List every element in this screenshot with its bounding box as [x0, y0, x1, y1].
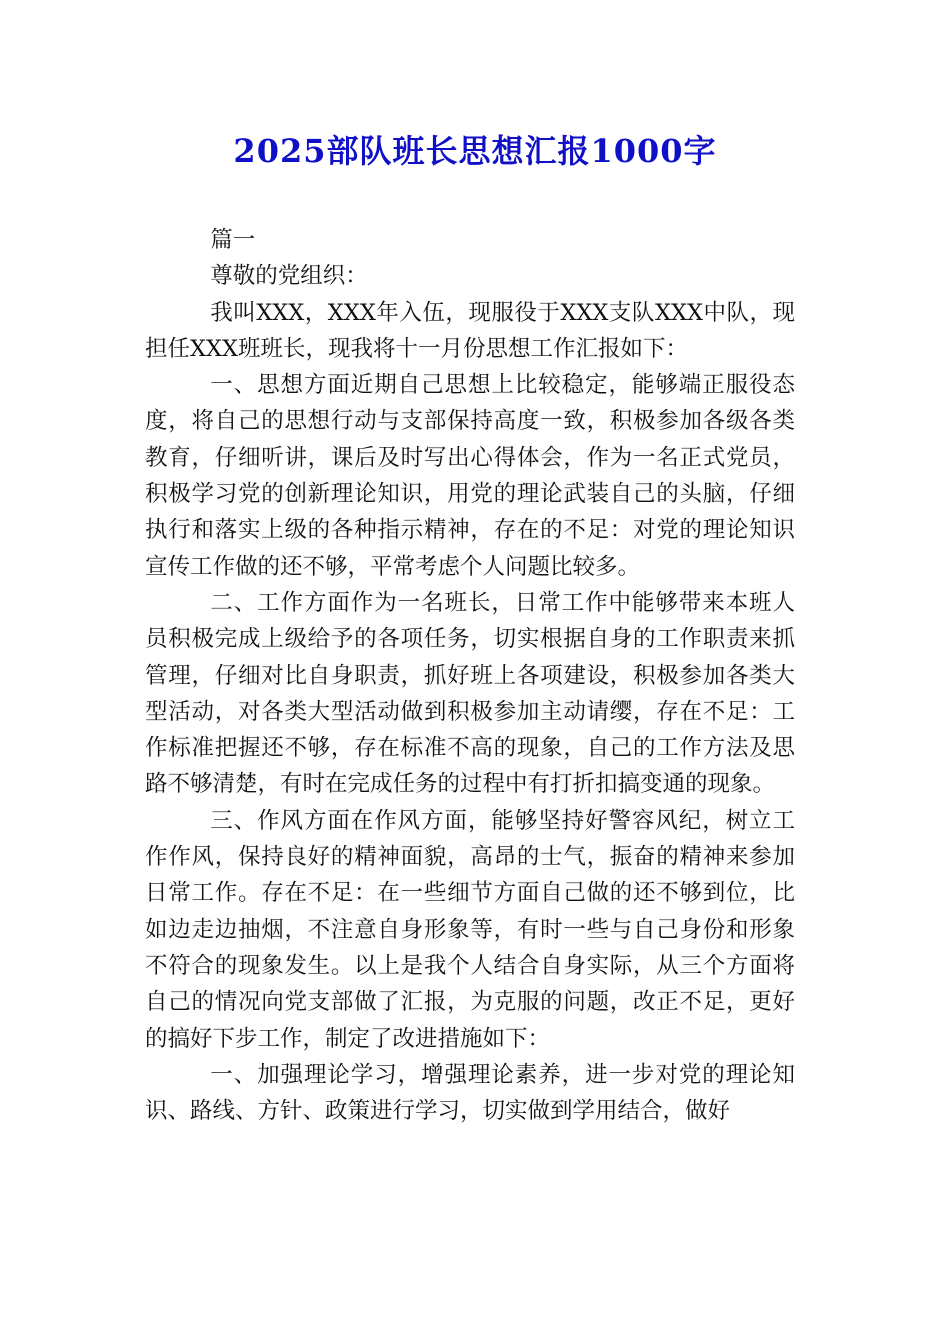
document-title: 2025部队班长思想汇报1000字 [233, 132, 717, 170]
style-paragraph: 三、作风方面在作风方面，能够坚持好警容风纪，树立工作作风，保持良好的精神面貌，高昂的士气，振奋的精神来参加日常工作。存在不足：在一些细节方面自己做的还不够到位，比如边走边抽烟，不注意自身形象等，有时一些与自己身份和形象不符合的现象发生。以上是我个人结合自身实际，从三个方面将自己的情况向党支部做了汇报，为克服的问题，改正不足，更好的搞好下步工作，制定了改进措施如下： [145, 807, 795, 1052]
measure-paragraph: 一、加强理论学习，增强理论素养，进一步对党的理论知识、路线、方针、政策进行学习，切实做到学用结合，做好 [145, 1061, 795, 1125]
intro-paragraph: 我叫XXX，XXX年入伍，现服役于XXX支队XXX中队，现担任XXX班班长，现我将十一月份思想工作汇报如下： [145, 299, 795, 362]
salutation: 尊敬的党组织： [210, 263, 368, 290]
work-paragraph: 二、工作方面作为一名班长，日常工作中能够带来本班人员积极完成上级给予的各项任务，切实根据自身的工作职责来抓管理，仔细对比自身职责，抓好班上各项建设，积极参加各类大型活动，对各类大型活动做到积极参加主动请缨，存在不足：工作标准把握还不够，存在标准不高的现象，自己的工作方法及思路不够清楚，有时在完成任务的过程中有打折扣搞变通的现象。 [145, 589, 795, 798]
section-heading: 篇一 [210, 227, 256, 253]
thought-paragraph: 一、思想方面近期自己思想上比较稳定，能够端正服役态度，将自己的思想行动与支部保持高度一致，积极参加各级各类教育，仔细听讲，课后及时写出心得体会，作为一名正式党员，积极学习党的创新理论知识，用党的理论武装自己的头脑，仔细执行和落实上级的各种指示精神，存在的不足：对党的理论知识宣传工作做的还不够，平常考虑个人问题比较多。 [145, 372, 795, 580]
document-body [145, 222, 795, 1129]
